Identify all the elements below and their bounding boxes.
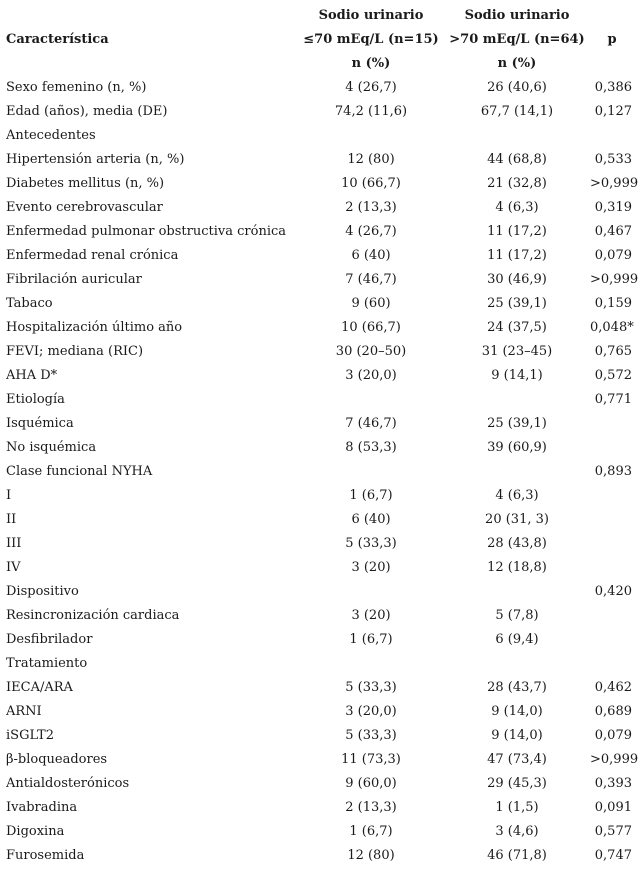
row-group2-value xyxy=(444,388,590,412)
row-label: Diabetes mellitus (n, %) xyxy=(6,176,165,191)
row-group2-value: 9 (14,0) xyxy=(491,704,543,719)
table-row xyxy=(6,556,634,580)
row-label: Sexo femenino (n, %) xyxy=(6,80,147,95)
table-row xyxy=(6,172,634,196)
row-label: Resincronización cardiaca xyxy=(6,608,180,623)
row-group1-value: 30 (20–50) xyxy=(335,344,407,359)
header-empty-1 xyxy=(6,4,298,28)
row-group1-value: 5 (33,3) xyxy=(345,728,397,743)
row-group2-value: 28 (43,7) xyxy=(487,680,547,695)
row-label: II xyxy=(6,512,17,527)
row-group2-value: 11 (17,2) xyxy=(487,248,547,263)
row-p-value: 0,572 xyxy=(594,368,632,383)
row-label: No isquémica xyxy=(6,440,97,455)
row-p-value: 0,462 xyxy=(594,680,632,695)
row-group2-value xyxy=(444,460,590,484)
table-row xyxy=(6,460,634,484)
row-p-value: 0,091 xyxy=(594,800,632,815)
row-group2-value: 46 (71,8) xyxy=(487,848,547,863)
row-label: I xyxy=(6,488,12,503)
row-group2-value: 6 (9,4) xyxy=(495,632,539,647)
row-group1-value: 3 (20,0) xyxy=(345,368,397,383)
header-characteristic: Característica xyxy=(6,32,109,47)
header-row-2 xyxy=(6,28,634,52)
table-row xyxy=(6,676,634,700)
row-group1-value: 4 (26,7) xyxy=(345,224,397,239)
header-group1-line2: ≤70 mEq/L (n=15) xyxy=(303,32,439,47)
row-group2-value: 28 (43,8) xyxy=(487,536,547,551)
row-group1-value: 3 (20,0) xyxy=(345,704,397,719)
row-p-value xyxy=(590,628,634,652)
table-row xyxy=(6,796,634,820)
table-row xyxy=(6,388,634,412)
row-group1-value: 74,2 (11,6) xyxy=(334,104,408,119)
row-group2-value xyxy=(444,124,590,148)
row-group2-value: 9 (14,0) xyxy=(491,728,543,743)
row-p-value: 0,747 xyxy=(594,848,632,863)
table-row xyxy=(6,220,634,244)
table-row xyxy=(6,316,634,340)
row-group1-value: 3 (20) xyxy=(351,608,391,623)
row-label: Antecedentes xyxy=(6,128,96,143)
row-group1-value: 5 (33,3) xyxy=(345,536,397,551)
row-group2-value: 12 (18,8) xyxy=(487,560,547,575)
table-row xyxy=(6,580,634,604)
row-label: Desfibrilador xyxy=(6,632,93,647)
table-row xyxy=(6,604,634,628)
row-p-value xyxy=(590,484,634,508)
row-label: Isquémica xyxy=(6,416,74,431)
row-group2-value: 67,7 (14,1) xyxy=(480,104,554,119)
header-empty-3 xyxy=(6,52,298,76)
row-p-value: 0,771 xyxy=(594,392,632,407)
row-label: Hipertensión arteria (n, %) xyxy=(6,152,185,167)
table-row xyxy=(6,412,634,436)
row-group2-value: 4 (6,3) xyxy=(495,488,539,503)
row-p-value: 0,689 xyxy=(594,704,632,719)
row-label: Dispositivo xyxy=(6,584,79,599)
row-label: IV xyxy=(6,560,21,575)
header-group1-line3: n (%) xyxy=(351,56,391,71)
row-p-value: 0,319 xyxy=(594,200,632,215)
row-label: III xyxy=(6,536,22,551)
row-group1-value: 12 (80) xyxy=(347,848,395,863)
table-row xyxy=(6,484,634,508)
row-group1-value xyxy=(298,460,444,484)
row-group1-value: 2 (13,3) xyxy=(345,800,397,815)
row-p-value xyxy=(590,412,634,436)
table-row xyxy=(6,700,634,724)
table-header xyxy=(6,4,634,76)
row-group1-value xyxy=(298,124,444,148)
row-group1-value: 11 (73,3) xyxy=(341,752,401,767)
table-row xyxy=(6,652,634,676)
row-group2-value: 44 (68,8) xyxy=(487,152,547,167)
table-row xyxy=(6,628,634,652)
row-group1-value: 1 (6,7) xyxy=(349,824,393,839)
row-p-value: 0,127 xyxy=(594,104,632,119)
table-row xyxy=(6,196,634,220)
row-group1-value: 10 (66,7) xyxy=(341,320,401,335)
row-p-value: 0,420 xyxy=(594,584,632,599)
row-group2-value: 11 (17,2) xyxy=(487,224,547,239)
header-group2-line2: >70 mEq/L (n=64) xyxy=(449,32,585,47)
characteristics-table xyxy=(6,4,639,868)
header-row-1 xyxy=(6,4,634,28)
row-group1-value: 12 (80) xyxy=(347,152,395,167)
row-p-value: 0,765 xyxy=(594,344,632,359)
row-group1-value: 9 (60,0) xyxy=(345,776,397,791)
table-row xyxy=(6,772,634,796)
table-row xyxy=(6,508,634,532)
row-p-value: >0,999 xyxy=(590,752,639,767)
table-row xyxy=(6,100,634,124)
table-row xyxy=(6,244,634,268)
row-group1-value: 7 (46,7) xyxy=(345,272,397,287)
table-row xyxy=(6,724,634,748)
header-row-3 xyxy=(6,52,634,76)
row-group1-value: 4 (26,7) xyxy=(345,80,397,95)
row-group2-value xyxy=(444,580,590,604)
row-p-value: 0,079 xyxy=(594,248,632,263)
row-p-value xyxy=(590,652,634,676)
table-row xyxy=(6,364,634,388)
row-label: Edad (años), media (DE) xyxy=(6,104,168,119)
row-group2-value: 47 (73,4) xyxy=(487,752,547,767)
row-group2-value: 20 (31, 3) xyxy=(485,512,549,527)
row-label: Hospitalización último año xyxy=(6,320,183,335)
row-label: IECA/ARA xyxy=(6,680,73,695)
row-p-value xyxy=(590,556,634,580)
row-label: Tratamiento xyxy=(6,656,88,671)
header-empty-p3 xyxy=(590,52,634,76)
row-p-value xyxy=(590,532,634,556)
table-row xyxy=(6,844,634,868)
header-group2-line3: n (%) xyxy=(497,56,537,71)
row-label: Digoxina xyxy=(6,824,65,839)
row-group1-value xyxy=(298,652,444,676)
row-group2-value: 25 (39,1) xyxy=(487,416,547,431)
table-row xyxy=(6,148,634,172)
row-p-value: 0,577 xyxy=(594,824,632,839)
row-group2-value: 39 (60,9) xyxy=(487,440,547,455)
row-group2-value: 5 (7,8) xyxy=(495,608,539,623)
row-label: Enfermedad renal crónica xyxy=(6,248,179,263)
row-p-value: 0,893 xyxy=(594,464,632,479)
row-p-value: 0,467 xyxy=(594,224,632,239)
row-p-value: >0,999 xyxy=(590,176,639,191)
table-body xyxy=(6,76,639,868)
row-p-value: 0,048* xyxy=(590,320,634,335)
row-p-value xyxy=(590,124,634,148)
row-group1-value: 9 (60) xyxy=(351,296,391,311)
table-row xyxy=(6,268,634,292)
table-row xyxy=(6,532,634,556)
row-p-value xyxy=(590,604,634,628)
row-p-value: 0,393 xyxy=(594,776,632,791)
table-row xyxy=(6,820,634,844)
row-label: AHA D* xyxy=(6,368,58,383)
row-group2-value: 21 (32,8) xyxy=(487,176,547,191)
row-p-value: >0,999 xyxy=(590,272,639,287)
header-p: p xyxy=(607,32,617,47)
row-group1-value xyxy=(298,388,444,412)
row-group1-value: 5 (33,3) xyxy=(345,680,397,695)
row-label: Fibrilación auricular xyxy=(6,272,142,287)
row-p-value xyxy=(590,508,634,532)
row-label: Ivabradina xyxy=(6,800,78,815)
table-row xyxy=(6,292,634,316)
row-group1-value: 2 (13,3) xyxy=(345,200,397,215)
row-p-value xyxy=(590,436,634,460)
row-group2-value xyxy=(444,652,590,676)
row-group1-value: 6 (40) xyxy=(351,512,391,527)
row-label: Clase funcional NYHA xyxy=(6,464,153,479)
table-row xyxy=(6,748,634,772)
table-row xyxy=(6,436,634,460)
header-group2-line1: Sodio urinario xyxy=(464,8,570,23)
row-group1-value: 1 (6,7) xyxy=(349,632,393,647)
row-group2-value: 24 (37,5) xyxy=(487,320,547,335)
row-group1-value: 6 (40) xyxy=(351,248,391,263)
row-group2-value: 31 (23–45) xyxy=(481,344,553,359)
table-row xyxy=(6,76,634,100)
header-group1-line1: Sodio urinario xyxy=(318,8,424,23)
table-row xyxy=(6,124,634,148)
row-group1-value: 10 (66,7) xyxy=(341,176,401,191)
row-group1-value: 8 (53,3) xyxy=(345,440,397,455)
row-label: β-bloqueadores xyxy=(6,752,108,767)
row-p-value: 0,386 xyxy=(594,80,632,95)
row-label: Enfermedad pulmonar obstructiva crónica xyxy=(6,224,287,239)
row-group1-value: 3 (20) xyxy=(351,560,391,575)
row-group2-value: 25 (39,1) xyxy=(487,296,547,311)
row-group2-value: 29 (45,3) xyxy=(487,776,547,791)
table-row xyxy=(6,340,634,364)
row-label: FEVI; mediana (RIC) xyxy=(6,344,144,359)
row-label: Antialdosterónicos xyxy=(6,776,130,791)
row-label: iSGLT2 xyxy=(6,728,54,743)
header-empty-p1 xyxy=(590,4,634,28)
row-label: Tabaco xyxy=(6,296,53,311)
row-group2-value: 26 (40,6) xyxy=(487,80,547,95)
row-group2-value: 1 (1,5) xyxy=(495,800,539,815)
row-group1-value xyxy=(298,580,444,604)
row-group2-value: 3 (4,6) xyxy=(495,824,539,839)
row-group1-value: 1 (6,7) xyxy=(349,488,393,503)
row-group2-value: 9 (14,1) xyxy=(491,368,543,383)
row-group1-value: 7 (46,7) xyxy=(345,416,397,431)
row-label: Furosemida xyxy=(6,848,85,863)
row-label: Etiología xyxy=(6,392,65,407)
row-label: ARNI xyxy=(6,704,42,719)
row-p-value: 0,159 xyxy=(594,296,632,311)
row-label: Evento cerebrovascular xyxy=(6,200,163,215)
row-group2-value: 30 (46,9) xyxy=(487,272,547,287)
row-group2-value: 4 (6,3) xyxy=(495,200,539,215)
row-p-value: 0,533 xyxy=(594,152,632,167)
row-p-value: 0,079 xyxy=(594,728,632,743)
